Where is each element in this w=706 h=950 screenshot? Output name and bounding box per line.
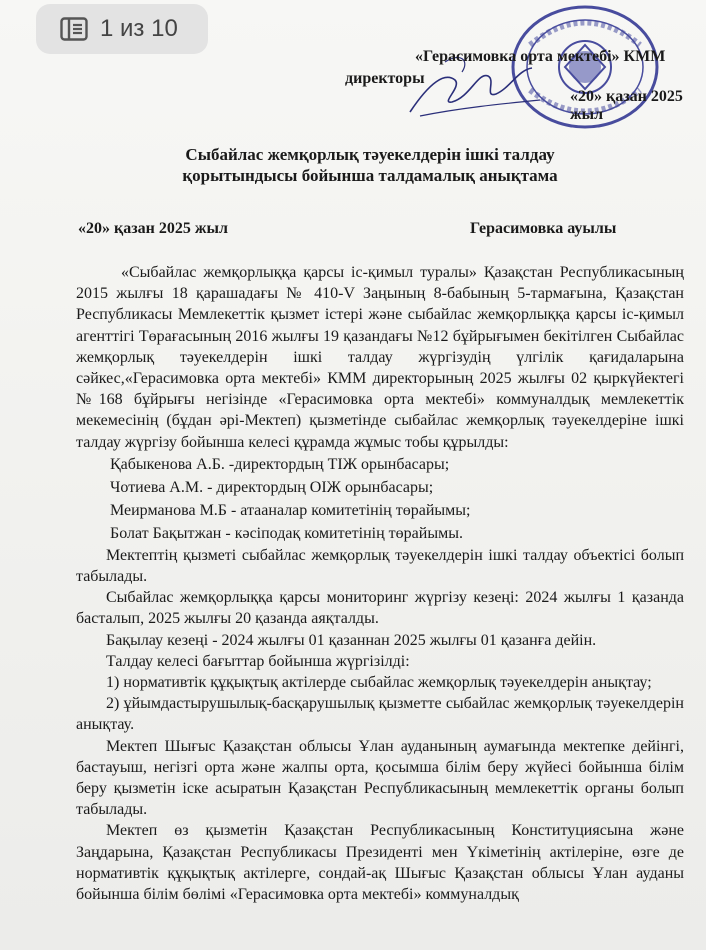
- document-place: Герасимовка ауылы: [470, 220, 617, 237]
- document-title: [160, 144, 580, 186]
- page-counter-button[interactable]: [36, 4, 208, 54]
- title-line-1: Сыбайлас жемқорлық тәуекелдерін ішкі талдау: [185, 145, 555, 164]
- title-line-2: қорытындысы бойынша талдамалық анықтама: [182, 166, 558, 185]
- member-item: Чотиева А.М. - директордың ОІЖ орынбасары;: [110, 478, 434, 496]
- direction-item: 1) нормативтік құқықтық актілерде сыбайлас жемқорлық тәуекелдерін анықтау;: [106, 674, 652, 692]
- member-item: Меирманова М.Б - атааналар комитетінің төрайымы;: [110, 501, 471, 519]
- page-counter-label: 1 из 10: [100, 15, 178, 42]
- approval-date: «20» қазан 2025 жыл: [570, 88, 683, 123]
- direction-item: 2) ұйымдастырушылық-басқарушылық қызметте сыбайлас жемқорлық тәуекелдерін анықтау.: [76, 695, 684, 734]
- paragraph-monitoring: Сыбайлас жемқорлыққа қарсы мониторинг жүргізу кезеңі: 2024 жылғы 1 қазанда басталып, 2025 жылғы 20 қазанда аяқталды.: [76, 589, 684, 628]
- document-body: [76, 262, 684, 905]
- paragraph-intro: «Сыбайлас жемқорлыққа қарсы іс-қимыл туралы» Қазақстан Республикасының 2015 жылғы 18 қарашадағы № 410-V Заңының 8-бабының 5-тармағына, Қазақстан Республикасы Мемлекеттік қызмет істері және сыбайлас жемқорлыққа қарсы іс-қимыл агенттігі Төрағасының 2016 жылғы 19 қазандағы №12 бұйрығымен бекітілген Сыбайлас жемқорлық тәуекелдерін ішкі талдау жүргізудің үлгілік қағидаларына сәйкес,«Герасимовка орта мектебі» КММ директорының 2025 жылғы 02 қыркүйектегі №168 бұйрығы негізінде «Герасимовка орта мектебі» коммуналдық мемлекеттік мекемесінің (бұдан әрі-Мектеп) қызметінде сыбайлас жемқорлық тәуекелдеріне ішкі талдау жүргізу бойынша келесі құрамда жұмыс тобы құрылды:: [76, 264, 684, 451]
- paragraph-period: Бақылау кезеңі - 2024 жылғы 01 қазаннан 2025 жылғы 01 қазанға дейін.: [106, 631, 597, 649]
- paragraph-activity: Мектеп өз қызметін Қазақстан Республикасының Конституциясына және Заңдарына, Қазақстан Республикасы Президенті мен Үкіметінің актілеріне, өзге де нормативтік құқықтық актілерге, сондай-ақ Шығыс Қазақстан облысы Ұлан ауданы бойынша білім бөлімі «Герасимовка орта мектебі» коммуналдық: [76, 822, 684, 904]
- page-list-icon: [60, 17, 88, 41]
- member-item: Қабыкенова А.Б. -директордың ТІЖ орынбасары;: [110, 455, 450, 473]
- member-item: Болат Бақытжан - кәсіподақ комитетінің төрайымы.: [110, 524, 463, 542]
- approval-school: «Герасимовка орта мектебі» КММ: [415, 48, 666, 65]
- approval-block: [345, 40, 705, 123]
- document-date: «20» қазан 2025 жыл: [78, 220, 228, 237]
- paragraph-school-info: Мектеп Шығыс Қазақстан облысы Ұлан ауданының аумағында мектепке дейінгі, бастауыш, негізгі орта және жалпы орта, қосымша білім беру жүйесі бойынша білім беру қызметін іске асыратын Қазақстан Республикасының мемлекеттік органы болып табылады.: [76, 737, 684, 819]
- approval-position: директоры: [345, 70, 425, 87]
- paragraph-directions-intro: Талдау келесі бағыттар бойынша жүргізілді:: [106, 652, 410, 670]
- paragraph-object: Мектептің қызметі сыбайлас жемқорлық тәуекелдерін ішкі талдау объектісі болып табылады.: [76, 546, 684, 586]
